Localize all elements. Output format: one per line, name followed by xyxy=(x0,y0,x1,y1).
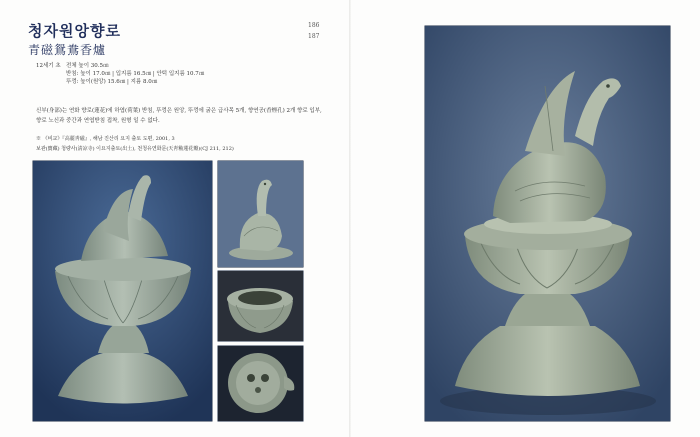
duck-lid-illustration xyxy=(218,161,303,267)
dimension-line: 전체 높이 30.5㎝ xyxy=(66,63,109,69)
period-label: 12세기 초 xyxy=(36,63,61,69)
incense-burner-side-illustration xyxy=(33,161,212,421)
reference-item: 보관(寶藏) 청량사(淸凉寺) 이요지출토(出土), 천청유연화문(天靑釉蓮花瓣)(CJ 211, 212) xyxy=(36,146,234,152)
middle-right-photo xyxy=(218,271,303,341)
page-title-korean: 청자원앙향로 xyxy=(28,22,121,40)
burner-body-illustration xyxy=(218,271,303,341)
top-right-photo xyxy=(218,161,303,267)
lid-underside-illustration xyxy=(218,346,303,421)
description-text: 신부(身部)는 연화 향로(蓮花)에 하엽(荷葉) 받침, 뚜껑은 원앙, 뚜껑에 굵은 급사목 5개, 향연공(香煙孔) 2개 향로 입부, 향로 노신과 중간과 연엽받침 접착, 원형 일 수 없다. xyxy=(36,108,322,124)
page-title-hanja: 青磁鴛鴦香爐 xyxy=(28,43,107,57)
reference-item: ※ 《비교》『高麗靑磁』, 해남 진산리 요지 출토 도편, 2001, 3 xyxy=(36,136,175,142)
page-number-left: 186 xyxy=(308,22,320,29)
page-number-right: 187 xyxy=(308,33,320,40)
incense-burner-illustration xyxy=(425,26,670,421)
reference-list xyxy=(36,134,336,154)
page-gutter xyxy=(349,0,351,437)
main-photo xyxy=(425,26,670,421)
dimension-line: 받침: 높이 17.0㎝ | 입지름 16.5㎝ | 안턱 입지름 10.7㎝ xyxy=(66,71,205,77)
dimension-line: 뚜껑: 높이(원앙) 15.6㎝ | 지름 8.0㎝ xyxy=(66,79,158,85)
bottom-right-photo xyxy=(218,346,303,421)
left-photo xyxy=(33,161,212,421)
